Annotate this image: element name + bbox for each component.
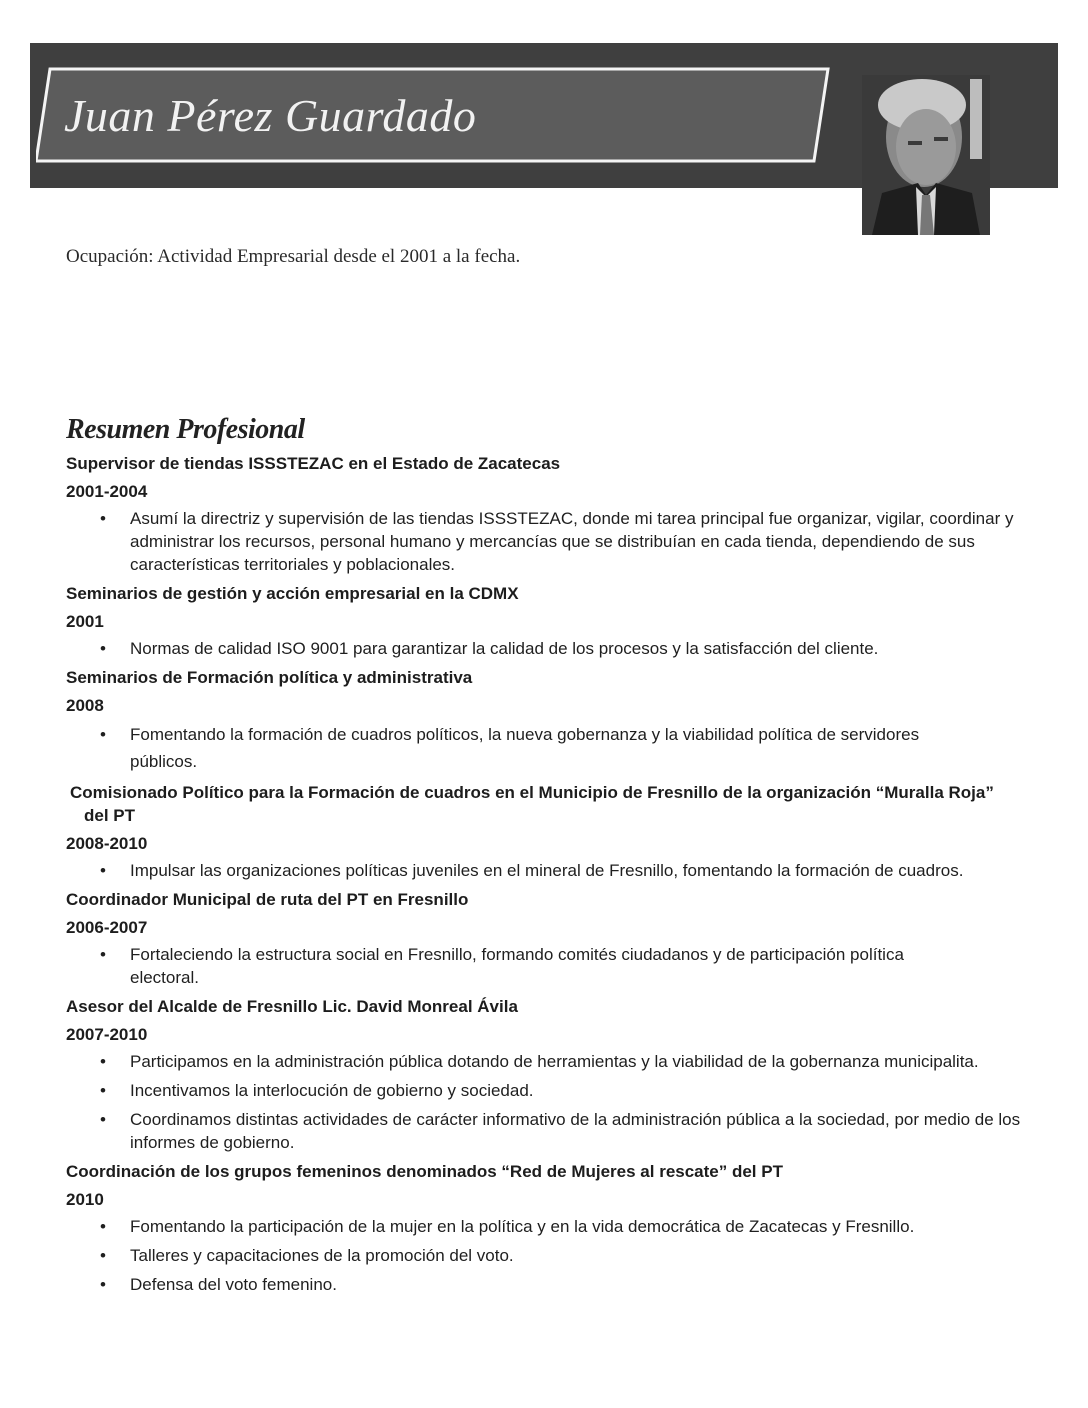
bullet-text: Talleres y capacitaciones de la promoción del voto. (130, 1246, 514, 1265)
bullet-text: Fomentando la participación de la mujer en la política y en la vida democrática de Zacatecas y Fresnillo. (130, 1217, 915, 1236)
bullet-item (66, 1273, 1026, 1296)
bullet-item (66, 507, 1026, 576)
entry-bullets (66, 1050, 1026, 1154)
entry-date: 2006-2007 (66, 918, 148, 937)
entry-date: 2001 (66, 612, 104, 631)
bullet-text: Fomentando la formación de cuadros políticos, la nueva gobernanza y la viabilidad política de servidores públicos. (130, 725, 920, 771)
bullet-icon: • (100, 945, 106, 964)
bullet-text: Asumí la directriz y supervisión de las tiendas ISSSTEZAC, donde mi tarea principal fue organizar, vigilar, coordinar y administrar los recursos, personal humano y mercancías que se distribuían en cada tienda, dependiendo de sus características territoriales y poblacionales. (130, 509, 1014, 574)
bullet-text: Normas de calidad ISO 9001 para garantizar la calidad de los procesos y la satisfacción del cliente. (130, 639, 879, 658)
entry-title: Coordinador Municipal de ruta del PT en Fresnillo (66, 890, 469, 909)
entry-bullets (66, 859, 1026, 882)
entry-title: Supervisor de tiendas ISSSTEZAC en el Estado de Zacatecas (66, 454, 561, 473)
bullet-item (66, 859, 1026, 882)
experience-list (66, 452, 1026, 1302)
entry-bullets (66, 1215, 1026, 1296)
bullet-item (66, 1079, 1026, 1102)
experience-entry (66, 452, 1026, 576)
entry-title: Seminarios de Formación política y administrativa (66, 668, 473, 687)
bullet-item (66, 1244, 1026, 1267)
bullet-text: Incentivamos la interlocución de gobierno y sociedad. (130, 1081, 534, 1100)
bullet-text: Coordinamos distintas actividades de carácter informativo de la administración pública a la sociedad, por medio de los informes de gobierno. (130, 1110, 1021, 1152)
entry-date: 2001-2004 (66, 482, 148, 501)
entry-title: Asesor del Alcalde de Fresnillo Lic. David Monreal Ávila (66, 997, 518, 1016)
bullet-item (66, 1108, 1026, 1154)
entry-bullets (66, 507, 1026, 576)
entry-bullets (66, 721, 1026, 775)
entry-date: 2010 (66, 1190, 104, 1209)
bullet-icon: • (100, 639, 106, 658)
entry-bullets (66, 637, 1026, 660)
experience-entry (66, 888, 1026, 989)
experience-entry (66, 1160, 1026, 1296)
bullet-item (66, 1215, 1026, 1238)
bullet-text: Defensa del voto femenino. (130, 1275, 337, 1294)
entry-title: Seminarios de gestión y acción empresarial en la CDMX (66, 584, 519, 603)
entry-title: Comisionado Político para la Formación de cuadros en el Municipio de Fresnillo de la organización “Muralla Roja” del PT (70, 783, 994, 825)
bullet-icon: • (100, 725, 106, 744)
bullet-item (66, 1050, 1026, 1073)
occupation-line: Ocupación: Actividad Empresarial desde el 2001 a la fecha. (66, 246, 521, 267)
experience-entry (66, 666, 1026, 775)
bullet-icon: • (100, 861, 106, 880)
bullet-text: Impulsar las organizaciones políticas juveniles en el mineral de Fresnillo, fomentando la formación de cuadros. (130, 861, 964, 880)
portrait-image-icon (862, 75, 990, 235)
bullet-text: Fortaleciendo la estructura social en Fresnillo, formando comités ciudadanos y de participación política electoral. (130, 945, 904, 987)
bullet-icon: • (100, 1275, 106, 1294)
entry-date: 2008 (66, 696, 104, 715)
entry-title: Coordinación de los grupos femeninos denominados “Red de Mujeres al rescate” del PT (66, 1162, 783, 1181)
bullet-item (66, 721, 1026, 775)
experience-entry (66, 781, 1026, 882)
entry-date: 2007-2010 (66, 1025, 148, 1044)
candidate-photo (862, 75, 990, 235)
bullet-icon: • (100, 1110, 106, 1129)
experience-entry (66, 995, 1026, 1154)
section-title-resumen: Resumen Profesional (66, 414, 305, 445)
entry-bullets (66, 943, 1026, 989)
experience-entry (66, 582, 1026, 660)
bullet-text: Participamos en la administración pública dotando de herramientas y la viabilidad de la gobernanza municipalita. (130, 1052, 979, 1071)
bullet-item (66, 943, 1026, 989)
bullet-icon: • (100, 1246, 106, 1265)
entry-date: 2008-2010 (66, 834, 148, 853)
name-banner (36, 67, 832, 163)
bullet-icon: • (100, 1052, 106, 1071)
bullet-icon: • (100, 509, 106, 528)
bullet-icon: • (100, 1217, 106, 1236)
bullet-item (66, 637, 1026, 660)
candidate-name: Juan Pérez Guardado (64, 90, 477, 141)
bullet-icon: • (100, 1081, 106, 1100)
